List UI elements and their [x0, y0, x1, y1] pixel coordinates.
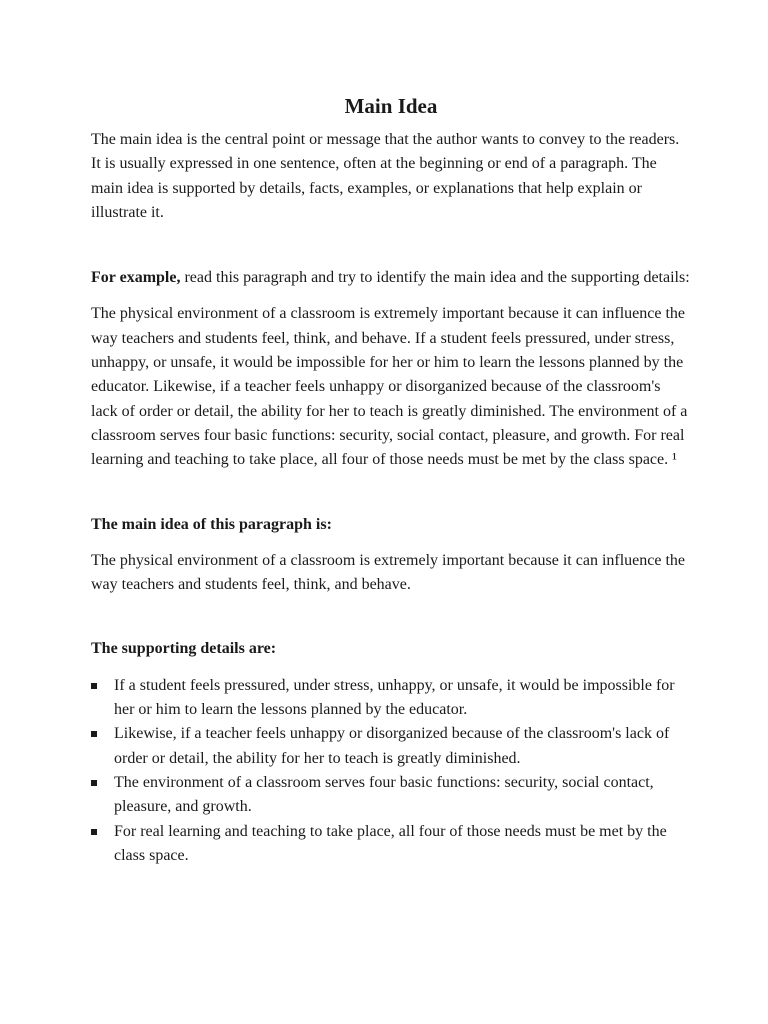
main-idea-heading: The main idea of this paragraph is:: [91, 515, 332, 533]
page-title: Main Idea: [344, 94, 438, 118]
example-paragraph: The physical environment of a classroom is extremely important because it can influence the way teachers and students feel, think, and behave. If a student feels pressured, under stress, unhappy, or unsafe, it would be impossible for her or him to learn the lessons planned by the educator. Likewise, if a teacher feels unhappy or disorganized because of the classroom's lack of order or detail, the ability for her to teach is greatly diminished. The environment of a classroom serves four basic functions: security, social contact, pleasure, and growth. For real learning and teaching to take place, all four of those needs must be met by the class space. ¹: [91, 305, 688, 469]
supporting-details-list: [91, 674, 691, 868]
list-item-text: The environment of a classroom serves four basic functions: security, social contact, pleasure, and growth.: [114, 773, 654, 816]
example-lead-bold: For example,: [91, 269, 181, 287]
list-item: [91, 674, 691, 723]
list-item: [91, 722, 691, 771]
list-item: [91, 771, 691, 820]
example-lead-text: read this paragraph and try to identify the main idea and the supporting details:: [180, 269, 690, 287]
example-lead: [91, 266, 691, 290]
supporting-details-heading: The supporting details are:: [91, 640, 277, 658]
square-bullet-icon: [91, 731, 97, 737]
main-idea-text: The physical environment of a classroom is extremely important because it can influence the way teachers and students feel, think, and behave.: [91, 551, 686, 594]
list-item-text: Likewise, if a teacher feels unhappy or disorganized because of the classroom's lack of order or detail, the ability for her to teach is greatly diminished.: [114, 725, 670, 767]
square-bullet-icon: [91, 683, 97, 689]
document-page: [91, 93, 691, 868]
square-bullet-icon: [91, 829, 97, 835]
list-item-text: If a student feels pressured, under stress, unhappy, or unsafe, it would be impossible for her or him to learn the lessons planned by the educator.: [114, 676, 675, 719]
list-item: [91, 820, 691, 869]
intro-paragraph: The main idea is the central point or message that the author wants to convey to the readers. It is usually expressed in one sentence, often at the beginning or end of a paragraph. The main idea is supported by details, facts, examples, or explanations that help explain or illustrate it.: [91, 131, 680, 221]
list-item-text: For real learning and teaching to take place, all four of those needs must be met by the class space.: [114, 822, 667, 864]
square-bullet-icon: [91, 780, 97, 786]
